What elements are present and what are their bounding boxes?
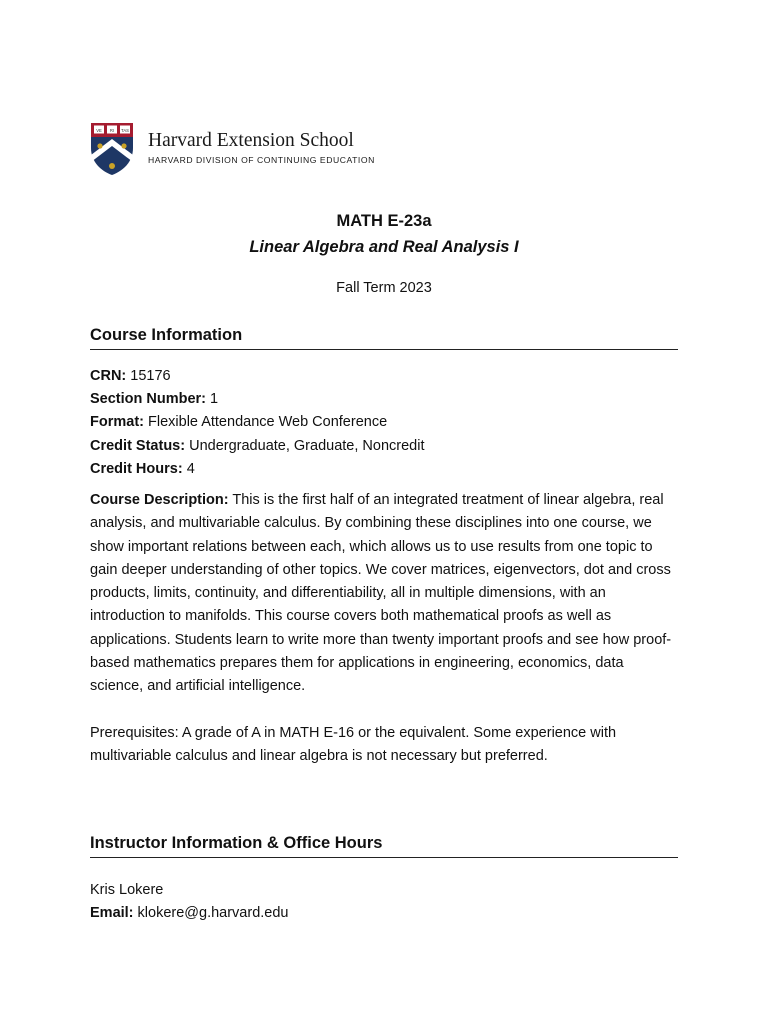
course-code: MATH E-23a: [336, 212, 432, 230]
email-address[interactable]: klokere@g.harvard.edu: [137, 905, 289, 921]
school-name: Harvard Extension School: [148, 130, 354, 151]
info-value: Undergraduate, Graduate, Noncredit: [189, 437, 425, 454]
info-value: 4: [186, 460, 195, 477]
info-row-credit-status: [90, 435, 678, 458]
email-label: Email:: [90, 905, 134, 921]
info-value: Flexible Attendance Web Conference: [148, 414, 388, 431]
info-value: 1: [210, 391, 219, 408]
school-subtitle: HARVARD DIVISION OF CONTINUING EDUCATION: [148, 155, 375, 165]
info-label: CRN:: [90, 368, 127, 384]
course-description-text: This is the first half of an integrated treatment of linear algebra, real analysis, and multivariable calculus. By combining these disciplines into one course, we show important relations between each, which allows us to use results from one topic to gain deeper understanding of other topics. We cover matrices, eigenvectors, dot and cross products, limits, continuity, and differentiability, all in multiple dimensions, with an introduction to manifolds. This course covers both mathematical proofs as well as applications. Students learn to write more than twenty important proofs and see how proof-based mathematics prepares them for applications in engineering, economics, data science, and artificial intelligence.: [90, 492, 672, 695]
prerequisites-text: Prerequisites: A grade of A in MATH E-16 or the equivalent. Some experience with multivariable calculus and linear algebra is not necessary but preferred.: [90, 725, 617, 765]
info-label: Format:: [90, 414, 144, 431]
info-row-credit-hours: [90, 458, 678, 481]
info-label: Section Number:: [90, 391, 207, 408]
info-row-format: [90, 411, 678, 434]
instructor-heading: Instructor Information & Office Hours: [90, 834, 678, 858]
course-name: Linear Algebra and Real Analysis I: [249, 238, 519, 256]
course-description-label: Course Description:: [90, 492, 229, 508]
course-description: [90, 489, 680, 699]
info-label: Credit Hours:: [90, 460, 183, 477]
shield-motto-1: VE: [96, 128, 102, 133]
info-row-crn: [90, 365, 678, 388]
instructor-email: [90, 905, 289, 921]
info-value: 15176: [130, 368, 171, 384]
shield-motto-2: RI: [109, 128, 115, 133]
info-label: Credit Status:: [90, 437, 186, 454]
school-logo: [90, 122, 410, 178]
instructor-name: Kris Lokere: [90, 882, 164, 898]
harvard-shield-icon: [90, 122, 134, 176]
shield-motto-3: TAS: [121, 128, 129, 133]
course-information-heading: Course Information: [90, 326, 678, 350]
info-row-section-number: [90, 388, 678, 411]
course-info-list: [90, 365, 678, 481]
course-term: Fall Term 2023: [336, 280, 432, 296]
